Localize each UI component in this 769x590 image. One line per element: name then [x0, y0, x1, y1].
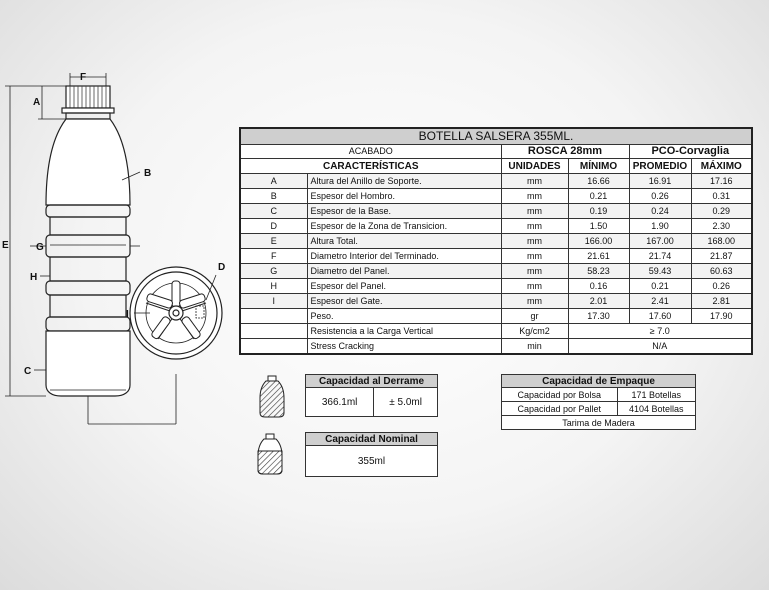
peso-desc: Peso. [307, 309, 501, 324]
resistencia-desc: Resistencia a la Carga Vertical [307, 324, 501, 339]
spec-desc: Espesor de la Base. [307, 204, 501, 219]
header-minimo: MÍNIMO [568, 159, 629, 174]
peso-min: 17.30 [568, 309, 629, 324]
bottle-full-icon [260, 376, 284, 417]
spec-min: 166.00 [568, 234, 629, 249]
spec-max: 17.16 [691, 174, 752, 189]
dim-label-c: C [24, 366, 32, 377]
spec-key: F [240, 249, 307, 264]
spec-unit: mm [501, 189, 568, 204]
spec-avg: 2.41 [629, 294, 691, 309]
spec-desc: Altura del Anillo de Soporte. [307, 174, 501, 189]
spec-row [240, 174, 752, 189]
empaque-bolsa-value: 171 Botellas [617, 388, 696, 402]
spec-desc: Diametro Interior del Terminado. [307, 249, 501, 264]
peso-avg: 17.60 [629, 309, 691, 324]
spec-desc: Espesor del Panel. [307, 279, 501, 294]
spec-avg: 1.90 [629, 219, 691, 234]
spec-max: 2.30 [691, 219, 752, 234]
spec-row [240, 189, 752, 204]
nominal-value: 355ml [306, 446, 438, 477]
header-maximo: MÁXIMO [691, 159, 752, 174]
spec-avg: 21.74 [629, 249, 691, 264]
spec-unit: mm [501, 249, 568, 264]
derrame-value: 366.1ml [306, 388, 374, 417]
spec-avg: 167.00 [629, 234, 691, 249]
spec-title-row [240, 128, 752, 145]
spec-max: 21.87 [691, 249, 752, 264]
spec-key: D [240, 219, 307, 234]
spec-desc: Espesor del Hombro. [307, 189, 501, 204]
spec-table [239, 127, 753, 355]
resistencia-row [240, 324, 752, 339]
rosca-value: ROSCA 28mm [501, 145, 629, 159]
spec-key: G [240, 264, 307, 279]
spec-key: B [240, 189, 307, 204]
spec-row [240, 264, 752, 279]
spec-row [240, 219, 752, 234]
spec-unit: mm [501, 219, 568, 234]
bottle-nominal-icon [258, 434, 282, 474]
spec-max: 60.63 [691, 264, 752, 279]
spec-unit: mm [501, 294, 568, 309]
spec-unit: mm [501, 279, 568, 294]
capacidad-empaque-box [501, 374, 696, 430]
peso-unit: gr [501, 309, 568, 324]
empaque-pallet-value: 4104 Botellas [617, 402, 696, 416]
spec-key: H [240, 279, 307, 294]
spec-min: 0.16 [568, 279, 629, 294]
spec-desc: Altura Total. [307, 234, 501, 249]
spec-max: 168.00 [691, 234, 752, 249]
peso-row [240, 309, 752, 324]
stress-desc: Stress Cracking [307, 339, 501, 355]
resistencia-value: ≥ 7.0 [568, 324, 752, 339]
spec-key: C [240, 204, 307, 219]
spec-avg: 0.24 [629, 204, 691, 219]
spec-max: 0.26 [691, 279, 752, 294]
spec-key: I [240, 294, 307, 309]
dim-label-i: I [126, 309, 129, 320]
stress-unit: min [501, 339, 568, 355]
acabado-row [240, 145, 752, 159]
spec-row [240, 279, 752, 294]
spec-row [240, 204, 752, 219]
spec-unit: mm [501, 204, 568, 219]
spec-avg: 0.21 [629, 279, 691, 294]
spec-max: 0.29 [691, 204, 752, 219]
spec-row [240, 234, 752, 249]
spec-min: 2.01 [568, 294, 629, 309]
spec-min: 58.23 [568, 264, 629, 279]
spec-key: E [240, 234, 307, 249]
spec-desc: Espesor del Gate. [307, 294, 501, 309]
spec-max: 0.31 [691, 189, 752, 204]
stress-value: N/A [568, 339, 752, 355]
dim-label-h: H [30, 272, 38, 283]
spec-min: 16.66 [568, 174, 629, 189]
dim-label-e: E [2, 240, 9, 251]
dim-label-a: A [33, 97, 41, 108]
resistencia-unit: Kg/cm2 [501, 324, 568, 339]
derrame-tolerance: ± 5.0ml [374, 388, 438, 417]
spec-unit: mm [501, 264, 568, 279]
spec-desc: Espesor de la Zona de Transicion. [307, 219, 501, 234]
empaque-pallet-label: Capacidad por Pallet [502, 402, 618, 416]
spec-min: 1.50 [568, 219, 629, 234]
derrame-title: Capacidad al Derrame [306, 375, 438, 388]
empaque-bolsa-label: Capacidad por Bolsa [502, 388, 618, 402]
dim-label-b: B [144, 168, 152, 179]
header-caracteristicas: CARACTERÍSTICAS [240, 159, 501, 174]
spec-unit: mm [501, 174, 568, 189]
header-promedio: PROMEDIO [629, 159, 691, 174]
empaque-title: Capacidad de Empaque [502, 375, 696, 388]
dim-label-d: D [218, 262, 226, 273]
spec-row [240, 249, 752, 264]
spec-min: 21.61 [568, 249, 629, 264]
spec-avg: 16.91 [629, 174, 691, 189]
stress-row [240, 339, 752, 355]
dim-label-g: G [36, 242, 44, 253]
spec-avg: 59.43 [629, 264, 691, 279]
bottle-bottom-view [130, 267, 222, 359]
bottle-side-view [46, 86, 130, 396]
spec-key: A [240, 174, 307, 189]
material-value: PCO-Corvaglia [629, 145, 752, 159]
spec-desc: Diametro del Panel. [307, 264, 501, 279]
nominal-title: Capacidad Nominal [306, 433, 438, 446]
dim-label-f: F [79, 72, 87, 83]
header-unidades: UNIDADES [501, 159, 568, 174]
spec-avg: 0.26 [629, 189, 691, 204]
capacidad-derrame-box [305, 374, 438, 417]
acabado-label: ACABADO [240, 145, 501, 159]
spec-unit: mm [501, 234, 568, 249]
peso-max: 17.90 [691, 309, 752, 324]
spec-header-row [240, 159, 752, 174]
spec-min: 0.19 [568, 204, 629, 219]
spec-max: 2.81 [691, 294, 752, 309]
empaque-tarima: Tarima de Madera [502, 416, 696, 430]
spec-title: BOTELLA SALSERA 355ML. [240, 128, 752, 145]
capacidad-nominal-box [305, 432, 438, 477]
spec-row [240, 294, 752, 309]
spec-min: 0.21 [568, 189, 629, 204]
